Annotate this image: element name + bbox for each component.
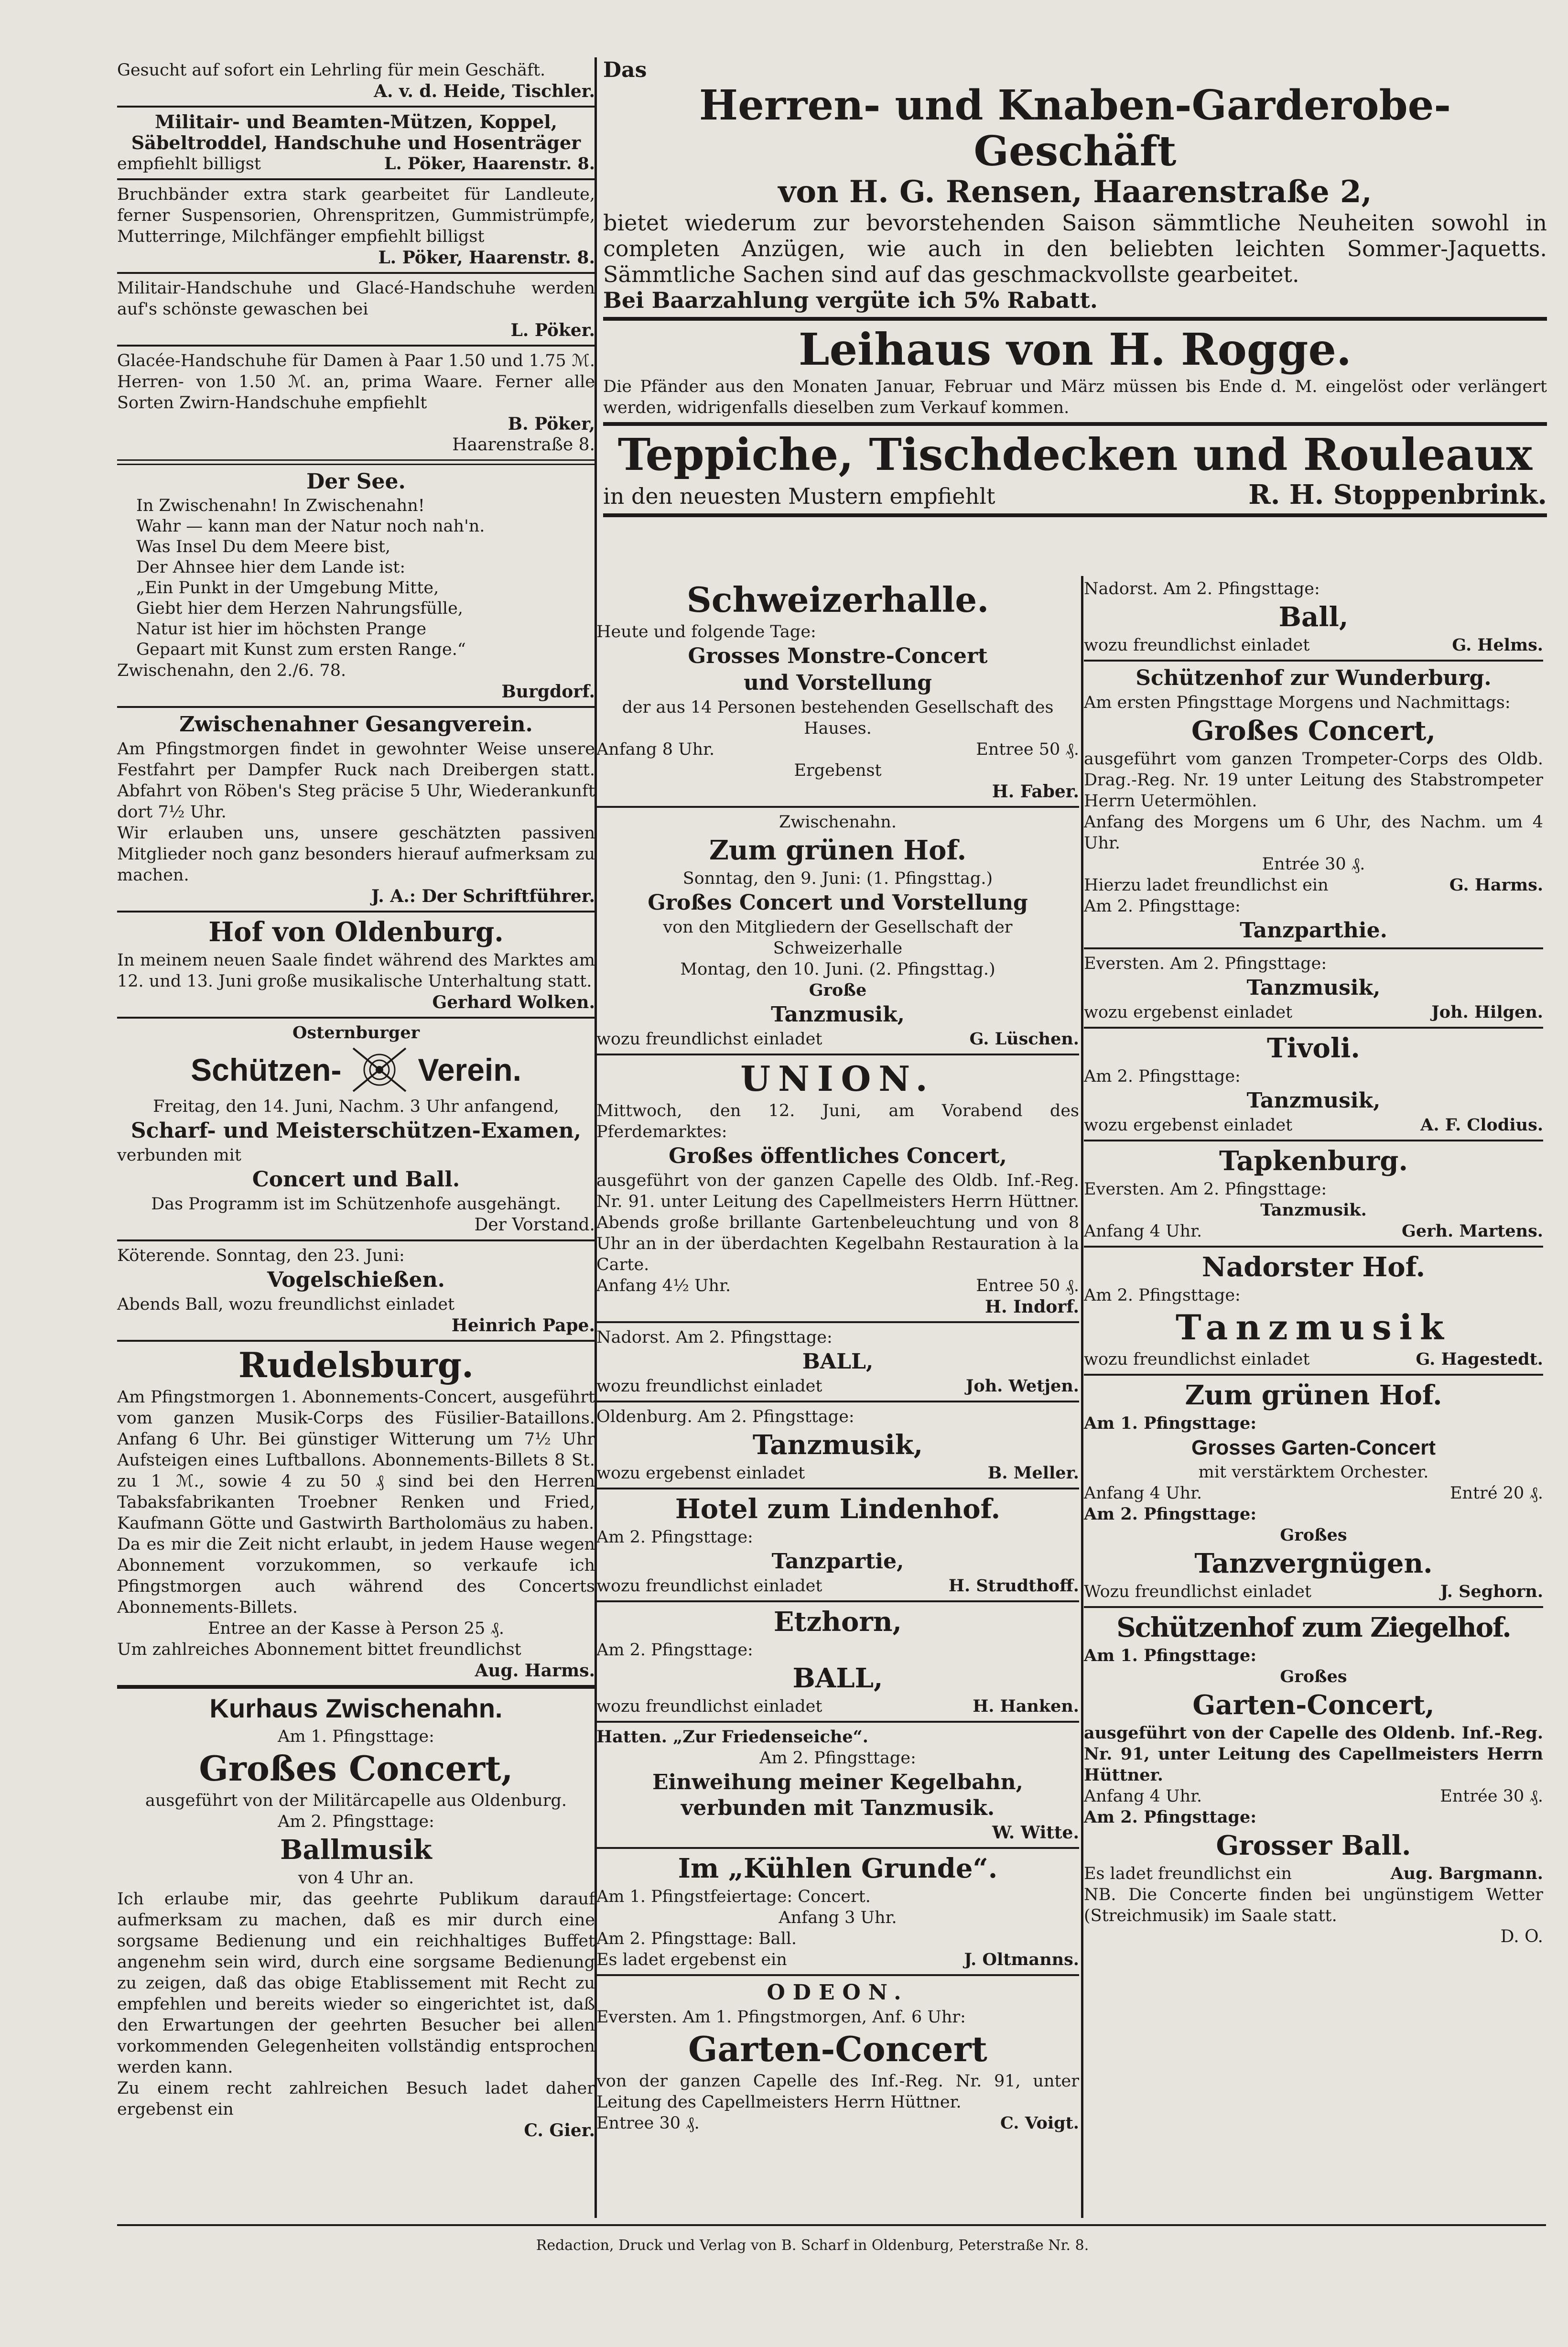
- ad-title: Hof von Oldenburg.: [208, 916, 504, 948]
- ad-initials: D. O.: [1500, 1927, 1543, 1946]
- ad-headline: Großes öffentliches Concert,: [669, 1144, 1007, 1168]
- ad-text: Militair-Handschuhe und Glacé-Handschuhe werden auf's schönste gewaschen bei: [117, 279, 595, 319]
- ad-headline: Ball,: [1278, 601, 1349, 633]
- ad-text: Gesucht auf sofort ein Lehrling für mein Geschäft.: [117, 61, 546, 80]
- ad-schweizerhalle: [596, 580, 1079, 802]
- poem-line: Giebt hier dem Herzen Nahrungsfülle,: [136, 599, 463, 618]
- ad-date: Am 2. Pfingsttage:: [1084, 1504, 1257, 1524]
- divider: [603, 317, 1547, 321]
- ad-date: Eversten. Am 2. Pfingsttage:: [1084, 954, 1327, 973]
- ad-signature: J. A.: Der Schriftführer.: [371, 886, 595, 906]
- ad-text: wozu freundlichst einladet: [596, 1576, 822, 1596]
- ad-title: Leihaus von H. Rogge.: [798, 324, 1352, 375]
- divider: [596, 806, 1079, 808]
- ad-headline: Tanzmusik.: [1260, 1200, 1367, 1220]
- ad-muetzen: [117, 111, 595, 174]
- ad-text: wozu freundlichst einladet: [1084, 636, 1310, 655]
- ad-signature: Joh. Wetjen.: [965, 1376, 1079, 1396]
- ad-lindenhof: [596, 1493, 1079, 1597]
- ad-pretitle: Zwischenahn.: [779, 813, 897, 832]
- ad-ziegelhof: [1084, 1612, 1543, 1947]
- poem-place: Zwischenahn, den 2./6. 78.: [117, 661, 346, 680]
- ad-headline: Concert und Ball.: [252, 1167, 460, 1192]
- ad-signature: Gerhard Wolken.: [432, 992, 595, 1012]
- ad-discount: Bei Baarzahlung vergüte ich 5% Rabatt.: [603, 287, 1098, 313]
- ad-signature: G. Harms.: [1449, 875, 1543, 895]
- ad-text: Zu einem recht zahlreichen Besuch ladet daher ergebenst ein: [117, 2079, 595, 2119]
- ad-headline: Tanzparthie.: [1240, 918, 1387, 943]
- divider: [117, 1239, 595, 1241]
- ad-signature: B. Pöker,: [508, 414, 595, 434]
- ad-signature: C. Voigt.: [1000, 2113, 1079, 2133]
- ad-title: Schweizerhalle.: [686, 579, 989, 620]
- ad-text: Das Programm ist im Schützenhofe ausgehängt.: [151, 1195, 561, 1214]
- divider: [1084, 1027, 1543, 1029]
- ad-signature: H. Faber.: [992, 782, 1079, 802]
- ad-text: Anfang 4½ Uhr.: [596, 1276, 731, 1295]
- ad-text: Anfang 8 Uhr.: [596, 740, 715, 759]
- ad-text: Abends Ball, wozu freundlichst einladet: [117, 1295, 455, 1314]
- ad-headline: Großes Concert und Vorstellung: [648, 891, 1028, 915]
- ad-signature: A. F. Clodius.: [1420, 1115, 1543, 1135]
- divider: [603, 513, 1547, 517]
- ad-date: Nadorst. Am 2. Pfingsttage:: [596, 1328, 833, 1347]
- ad-signature: R. H. Stoppenbrink.: [1248, 479, 1547, 511]
- ad-text: Mittwoch, den 12. Juni, am Vorabend des Pferdemarktes:: [596, 1101, 1079, 1141]
- ad-text: Glacée-Handschuhe für Damen à Paar 1.50 und 1.75 ℳ. Herren- von 1.50 ℳ. an, prima Waare. Ferner alle Sorten Zwirn-Handschuhe empfiehlt: [117, 351, 595, 413]
- ad-headline: Garten-Concert,: [1192, 1689, 1435, 1721]
- divider: [117, 911, 595, 913]
- ad-date: Oldenburg. Am 2. Pfingsttage:: [596, 1407, 854, 1426]
- ad-title: Hotel zum Lindenhof.: [675, 1493, 1001, 1525]
- ad-price: Entree 30 ₰.: [596, 2114, 700, 2133]
- ad-title: Nadorster Hof.: [1201, 1251, 1426, 1283]
- ad-text: Entree an der Kasse à Person 25 ₰.: [207, 1619, 505, 1638]
- ad-text: Da es mir die Zeit nicht erlaubt, in jedem Hause wegen Abonnement vorzukommen, so verkaufe ich Pfingstmorgen auch während des Concerts Abonnements-Billets.: [117, 1535, 595, 1617]
- right-column: [1084, 578, 1543, 1950]
- divider: [117, 1340, 595, 1342]
- ad-signature: L. Pöker, Haarenstr. 8.: [384, 154, 595, 174]
- ad-headline: Vogelschießen.: [267, 1268, 445, 1292]
- ad-price: Entrée 30 ₰.: [1440, 1787, 1543, 1806]
- ad-nadorst-wetjen: [596, 1327, 1079, 1397]
- ad-headline: BALL,: [802, 1349, 874, 1374]
- ad-signature: W. Witte.: [992, 1823, 1079, 1843]
- ad-signature: A. v. d. Heide, Tischler.: [374, 81, 595, 101]
- ad-date: Am 2. Pfingsttage:: [1084, 897, 1241, 916]
- divider: [1084, 1374, 1543, 1376]
- column-rule-right: [1081, 576, 1083, 2218]
- ad-text: wozu freundlichst einladet: [596, 1697, 822, 1716]
- ad-date: Sonntag, den 9. Juni: (1. Pfingsttag.): [682, 869, 993, 888]
- divider: [596, 1974, 1079, 1976]
- divider: [603, 422, 1547, 426]
- ad-text: wozu freundlichst einladet: [1084, 1350, 1310, 1369]
- ad-headline: Tanzmusik,: [1246, 1088, 1381, 1113]
- ad-headline: Grosses Monstre-Concert: [688, 644, 988, 668]
- poem-line: Gepaart mit Kunst zum ersten Range.“: [136, 640, 466, 659]
- ad-text: Freitag, den 14. Juni, Nachm. 3 Uhr anfangend,: [153, 1097, 559, 1116]
- ad-tivoli: [1084, 1032, 1543, 1136]
- ad-company: von H. G. Rensen, Haarenstraße 2,: [778, 174, 1372, 210]
- divider: [1084, 1140, 1543, 1141]
- ad-signature: H. Hanken.: [973, 1696, 1079, 1716]
- divider: [596, 1721, 1079, 1723]
- ad-title: Schützenhof zum Ziegelhof.: [1116, 1612, 1511, 1643]
- ad-date: Am ersten Pfingsttage Morgens und Nachmittags:: [1084, 693, 1511, 712]
- ad-note: NB. Die Concerte finden bei ungünstigem Wetter (Streichmusik) im Saale statt.: [1084, 1885, 1543, 1925]
- ad-headline: Grosser Ball.: [1216, 1830, 1411, 1861]
- ad-text: von den Mitgliedern der Gesellschaft der Schweizerhalle: [663, 918, 1013, 958]
- poem-line: „Ein Punkt in der Umgebung Mitte,: [136, 578, 439, 598]
- ad-signature: C. Gier.: [524, 2120, 595, 2141]
- ad-headline: Grosses Garten-Concert: [1191, 1436, 1436, 1459]
- ad-signature: B. Meller.: [987, 1463, 1079, 1483]
- ad-text: In meinem neuen Saale findet während des Marktes am 12. und 13. Juni große musikalische Unterhaltung statt.: [117, 951, 595, 991]
- ad-text: Die Pfänder aus den Monaten Januar, Februar und März müssen bis Ende d. M. eingelöst oder verlängert werden, widrigenfalls dieselben zum Verkauf kommen.: [603, 377, 1547, 417]
- ad-text: empfiehlt billigst: [117, 154, 261, 174]
- ad-text: Anfang 4 Uhr.: [1084, 1222, 1202, 1241]
- ad-title: Etzhorn,: [773, 1606, 902, 1638]
- ad-date: Eversten. Am 1. Pfingstmorgen, Anf. 6 Uhr:: [596, 2008, 966, 2027]
- ad-date: Am 1. Pfingstfeiertage: Concert.: [596, 1887, 871, 1906]
- ad-title: ODEON.: [767, 1980, 909, 2005]
- ad-rudelsburg: [117, 1346, 595, 1681]
- ad-signature: Aug. Harms.: [475, 1661, 595, 1681]
- divider: [596, 1321, 1079, 1323]
- divider: [117, 106, 595, 108]
- poem-signature: Burgdorf.: [501, 682, 595, 702]
- ad-union: [596, 1059, 1079, 1317]
- ad-zum-gruenen-hof: [596, 812, 1079, 1050]
- ad-date: Am 2. Pfingsttage:: [1084, 1286, 1241, 1305]
- ad-date: Nadorst. Am 2. Pfingsttage:: [1084, 579, 1320, 598]
- ad-date: Heute und folgende Tage:: [596, 622, 816, 641]
- ad-lehrling: [117, 60, 595, 102]
- ad-date: Am 2. Pfingsttage:: [1084, 1807, 1257, 1827]
- ad-price: Entré 20 ₰.: [1449, 1484, 1543, 1503]
- ad-wunderburg: [1084, 665, 1543, 944]
- ad-text: von der ganzen Capelle des Inf.-Reg. Nr. 91, unter Leitung des Capellmeisters Herrn Hüttner.: [596, 2072, 1079, 2112]
- divider: [596, 1054, 1079, 1055]
- ad-odeon: [596, 1980, 1079, 2134]
- ad-text: verbunden mit: [117, 1146, 241, 1165]
- ad-text: Ergebenst: [794, 761, 882, 780]
- divider: [117, 345, 595, 347]
- left-column: [117, 60, 595, 2144]
- ad-signature: Gerh. Martens.: [1401, 1221, 1543, 1241]
- ad-title: Rudelsburg.: [238, 1345, 474, 1385]
- ad-schuetzenverein: [117, 1022, 595, 1236]
- footer-rule: [117, 2224, 1546, 2226]
- target-emblem-icon: [351, 1043, 408, 1096]
- poem-der-see: [117, 469, 595, 702]
- ad-text: Um zahlreiches Abonnement bittet freundlichst: [117, 1640, 521, 1659]
- ad-title: Zwischenahner Gesangverein.: [179, 712, 533, 737]
- ad-headline: Garten-Concert: [688, 2029, 987, 2069]
- divider: [1084, 947, 1543, 949]
- ad-signature: H. Indorf.: [985, 1297, 1079, 1317]
- poem-line: Was Insel Du dem Meere bist,: [136, 537, 390, 556]
- ad-nadorst-helms: [1084, 578, 1543, 656]
- ad-eversten-hilgen: [1084, 953, 1543, 1023]
- ad-headline: Tanzmusik,: [752, 1429, 923, 1461]
- ad-headline: Tanzmusik,: [1246, 976, 1381, 1000]
- ad-signature: L. Pöker, Haarenstr. 8.: [378, 248, 595, 268]
- ad-title: Tivoli.: [1267, 1032, 1360, 1064]
- ad-signature: H. Strudthoff.: [948, 1576, 1079, 1596]
- ad-gruener-hof-seghorn: [1084, 1380, 1543, 1602]
- ad-text: der aus 14 Personen bestehenden Gesellschaft des Hauses.: [622, 698, 1054, 738]
- ad-text: Wir erlauben uns, unsere geschätzten passiven Mitglieder noch ganz besonders hierauf aufmerksam zu machen.: [117, 824, 595, 885]
- ad-text: Köterende. Sonntag, den 23. Juni:: [117, 1246, 405, 1265]
- poem-line: Wahr — kann man der Natur noch nah'n.: [136, 517, 485, 536]
- divider: [596, 1401, 1079, 1402]
- ad-text: Ich erlaube mir, das geehrte Publikum darauf aufmerksam zu machen, daß es mir durch eine sorgsame Bedienung und ein reichhaltiges Buffet angenehm sein wird, durch eine sorgsame Bedienung zu zeigen, daß das obige Etablissement mit Recht zu empfehlen und bereits wieder so eingerichtet ist, daß den Erwartungen der geehrten Besucher bei allen vorkommenden Gelegenheiten vollständig entsprochen werden kann.: [117, 1890, 595, 2077]
- top-wide-ads: [603, 60, 1547, 521]
- ad-text: Großes: [1280, 1525, 1347, 1545]
- ad-text: ausgeführt von der Militärcapelle aus Oldenburg.: [145, 1791, 567, 1810]
- ad-text: in den neuesten Mustern empfiehlt: [603, 483, 995, 509]
- ad-date: Am 2. Pfingsttage:: [1084, 1067, 1241, 1086]
- ad-headline: Tanzpartie,: [771, 1549, 904, 1574]
- ad-date: Am 1. Pfingsttage:: [278, 1727, 434, 1746]
- ad-title: Im „Kühlen Grunde“.: [678, 1853, 998, 1884]
- ad-date: Am 2. Pfingsttage: Ball.: [596, 1929, 797, 1948]
- ad-signature: Joh. Hilgen.: [1431, 1002, 1543, 1022]
- ad-oldenburg-meller: [596, 1406, 1079, 1484]
- ad-text: wozu ergebenst einladet: [1084, 1116, 1293, 1135]
- ad-text: bietet wiederum zur bevorstehenden Saison sämmtliche Neuheiten sowohl in completen Anzügen, wie auch in den beliebten leichten Sommer-Jaquetts. Sämmtliche Sachen sind auf das geschmackvollste gearbeitet.: [603, 210, 1547, 287]
- ad-headline: Tanzmusik: [1176, 1307, 1451, 1347]
- ad-date: Am 2. Pfingsttage:: [278, 1812, 434, 1831]
- ad-signature: G. Helms.: [1452, 635, 1543, 655]
- ad-pretitle: Osternburger: [292, 1023, 420, 1043]
- ad-title: Schützenhof zur Wunderburg.: [1135, 666, 1492, 690]
- ad-text: ausgeführt vom ganzen Trompeter-Corps des Oldb. Drag.-Reg. Nr. 19 unter Leitung des Stabstrompeter Herrn Uetermöhlen.: [1084, 750, 1543, 811]
- ad-hof-von-oldenburg: [117, 916, 595, 1013]
- ad-date: Eversten. Am 2. Pfingsttage:: [1084, 1180, 1327, 1199]
- ad-title: Tapkenburg.: [1219, 1145, 1408, 1177]
- ad-text: Am Pfingstmorgen findet in gewohnter Weise unsere Festfahrt per Dampfer Ruck nach Dreibergen statt. Abfahrt von Röben's Steg präcise 5 Uhr, Wiederankunft dort 7½ Uhr.: [117, 739, 595, 822]
- ad-gesangverein: [117, 712, 595, 907]
- divider: [117, 706, 595, 708]
- ad-title: UNION.: [740, 1058, 935, 1099]
- ad-glacee: [117, 350, 595, 456]
- ad-signature: L. Pöker.: [510, 320, 595, 340]
- ad-text: von 4 Uhr an.: [298, 1869, 414, 1888]
- ad-text: Anfang des Morgens um 6 Uhr, des Nachm. um 4 Uhr.: [1084, 813, 1543, 853]
- ad-headline: Einweihung meiner Kegelbahn, verbunden mit Tanzmusik.: [652, 1770, 1023, 1820]
- ad-heading: Militair- und Beamten-Mützen, Koppel, Säbeltroddel, Handschuhe und Hosenträger: [131, 111, 581, 153]
- ad-kurhaus: [117, 1693, 595, 2141]
- divider: [117, 178, 595, 180]
- ad-headline: Tanzmusik,: [771, 1002, 905, 1027]
- ad-text: Bruchbänder extra stark gearbeitet für Landleute, ferner Suspensorien, Ohrenspritzen, Gummistrümpfe, Mutterringe, Milchfänger empfiehlt billigst: [117, 185, 595, 246]
- ad-hatten: [596, 1727, 1079, 1843]
- divider: [117, 459, 595, 465]
- ad-headline: Großes Concert,: [199, 1748, 513, 1789]
- ad-text: Wozu freundlichst einladet: [1084, 1582, 1312, 1601]
- ad-title: Teppiche, Tischdecken und Rouleaux: [617, 429, 1533, 480]
- poem-line: Natur ist hier im höchsten Prange: [136, 619, 427, 639]
- ad-price: Entree 50 ₰.: [976, 1276, 1079, 1295]
- ad-signature: Heinrich Pape.: [451, 1315, 595, 1336]
- ad-text: Anfang 4 Uhr.: [1084, 1484, 1202, 1503]
- ad-text: Großes: [1280, 1667, 1347, 1686]
- ad-signature: J. Seghorn.: [1440, 1582, 1543, 1601]
- divider: [1084, 660, 1543, 662]
- ad-text: wozu freundlichst einladet: [596, 1030, 822, 1049]
- divider: [117, 272, 595, 274]
- ad-signature: J. Oltmanns.: [964, 1950, 1079, 1969]
- ad-handschuhe: [117, 278, 595, 341]
- ad-signature: Aug. Bargmann.: [1390, 1864, 1543, 1883]
- ad-date: Am 1. Pfingsttage:: [1084, 1413, 1257, 1433]
- ad-text: Es ladet freundlichst ein: [1084, 1864, 1292, 1883]
- ad-text: wozu ergebenst einladet: [596, 1464, 805, 1483]
- ad-title-part: Schützen-: [191, 1052, 342, 1087]
- ad-signature: G. Hagestedt.: [1416, 1349, 1543, 1369]
- ad-headline: Scharf- und Meisterschützen-Examen,: [130, 1119, 582, 1143]
- ad-date: Montag, den 10. Juni. (2. Pfingsttag.): [680, 960, 995, 979]
- ad-text: wozu ergebenst einladet: [1084, 1003, 1293, 1022]
- poem-line: In Zwischenahn! In Zwischenahn!: [136, 496, 425, 515]
- ad-text: Anfang 4 Uhr.: [1084, 1787, 1202, 1806]
- ad-text: Am Pfingstmorgen 1. Abonnements-Concert, ausgeführt vom ganzen Musik-Corps des Füsilier-Bataillons. Anfang 6 Uhr. Bei günstiger Witterung um 7½ Uhr Aufsteigen eines Luftballons. Abonnements-Billets 8 St. zu 1 ℳ., sowie 4 zu 50 ₰ sind bei den Herren Tabaksfabrikanten Troebner Renken und Fried, Kaufmann Götte und Gastwirth Bartholomäus zu haben.: [117, 1388, 595, 1533]
- ad-date: Am 1. Pfingsttage:: [1084, 1646, 1257, 1665]
- poem-line: Der Ahnsee hier dem Lande ist:: [136, 558, 406, 577]
- ad-title: Herren- und Knaben-Garderobe-Geschäft: [699, 81, 1451, 175]
- poem-title: Der See.: [306, 469, 406, 494]
- ad-price: Entree 50 ₰.: [976, 740, 1079, 759]
- ad-text: ausgeführt von der ganzen Capelle des Oldb. Inf.-Reg. Nr. 91. unter Leitung des Capellmeisters Herrn Hüttner. Abends große brillante Gartenbeleuchtung und von 8 Uhr an in der überdachten Kegelbahn Restauration à la Carte.: [596, 1171, 1079, 1274]
- ad-headline: Ballmusik: [280, 1834, 432, 1866]
- divider: [596, 1600, 1079, 1602]
- ad-text: mit verstärktem Orchester.: [1198, 1463, 1429, 1482]
- ad-bruchbaender: [117, 184, 595, 268]
- imprint-footer: Redaction, Druck und Verlag von B. Scharf in Oldenburg, Peterstraße Nr. 8.: [536, 2237, 1089, 2254]
- ad-signature: Der Vorstand.: [474, 1215, 595, 1235]
- ad-headline: Großes Concert,: [1191, 715, 1436, 747]
- ad-title: Zum grünen Hof.: [1185, 1380, 1442, 1411]
- ad-headline: BALL,: [792, 1662, 883, 1694]
- ad-text: ausgeführt von der Capelle des Oldenb. Inf.-Reg. Nr. 91, unter Leitung des Capellmeisters Herrn Hüttner.: [1084, 1723, 1543, 1785]
- ad-title-part: Verein.: [418, 1052, 521, 1087]
- ad-date: Am 2. Pfingsttage:: [596, 1641, 753, 1660]
- ad-text: Große: [809, 980, 867, 1000]
- ad-title: Kurhaus Zwischenahn.: [209, 1693, 503, 1723]
- divider: [596, 1488, 1079, 1489]
- ad-text: Hatten. „Zur Friedenseiche“.: [596, 1727, 868, 1747]
- ad-text: Es ladet ergebenst ein: [596, 1950, 787, 1969]
- ad-nadorster-hof: [1084, 1251, 1543, 1370]
- ad-address: Haarenstraße 8.: [452, 435, 595, 455]
- divider: [1084, 1246, 1543, 1248]
- divider: [117, 1685, 595, 1689]
- divider: [1084, 1606, 1543, 1608]
- ad-headline: und Vorstellung: [744, 671, 932, 695]
- ad-koeterende: [117, 1245, 595, 1336]
- divider: [117, 1017, 595, 1019]
- ad-text: wozu freundlichst einladet: [596, 1377, 822, 1396]
- ad-kuehlen-grunde: [596, 1853, 1079, 1970]
- ad-date: Am 2. Pfingsttage:: [759, 1749, 916, 1768]
- ad-etzhorn: [596, 1606, 1079, 1717]
- divider: [596, 1847, 1079, 1849]
- ad-date: Am 2. Pfingsttage:: [596, 1528, 753, 1547]
- ad-signature: G. Lüschen.: [969, 1029, 1079, 1049]
- ad-title: Zum grünen Hof.: [709, 835, 967, 866]
- ad-price: Entrée 30 ₰.: [1262, 855, 1365, 874]
- middle-column: [596, 578, 1079, 2137]
- ad-pretitle: Das: [603, 58, 647, 82]
- ad-tapkenburg: [1084, 1145, 1543, 1242]
- ad-text: Hierzu ladet freundlichst ein: [1084, 876, 1329, 895]
- ad-text: Anfang 3 Uhr.: [779, 1908, 897, 1927]
- ad-headline: Tanzvergnügen.: [1194, 1548, 1433, 1579]
